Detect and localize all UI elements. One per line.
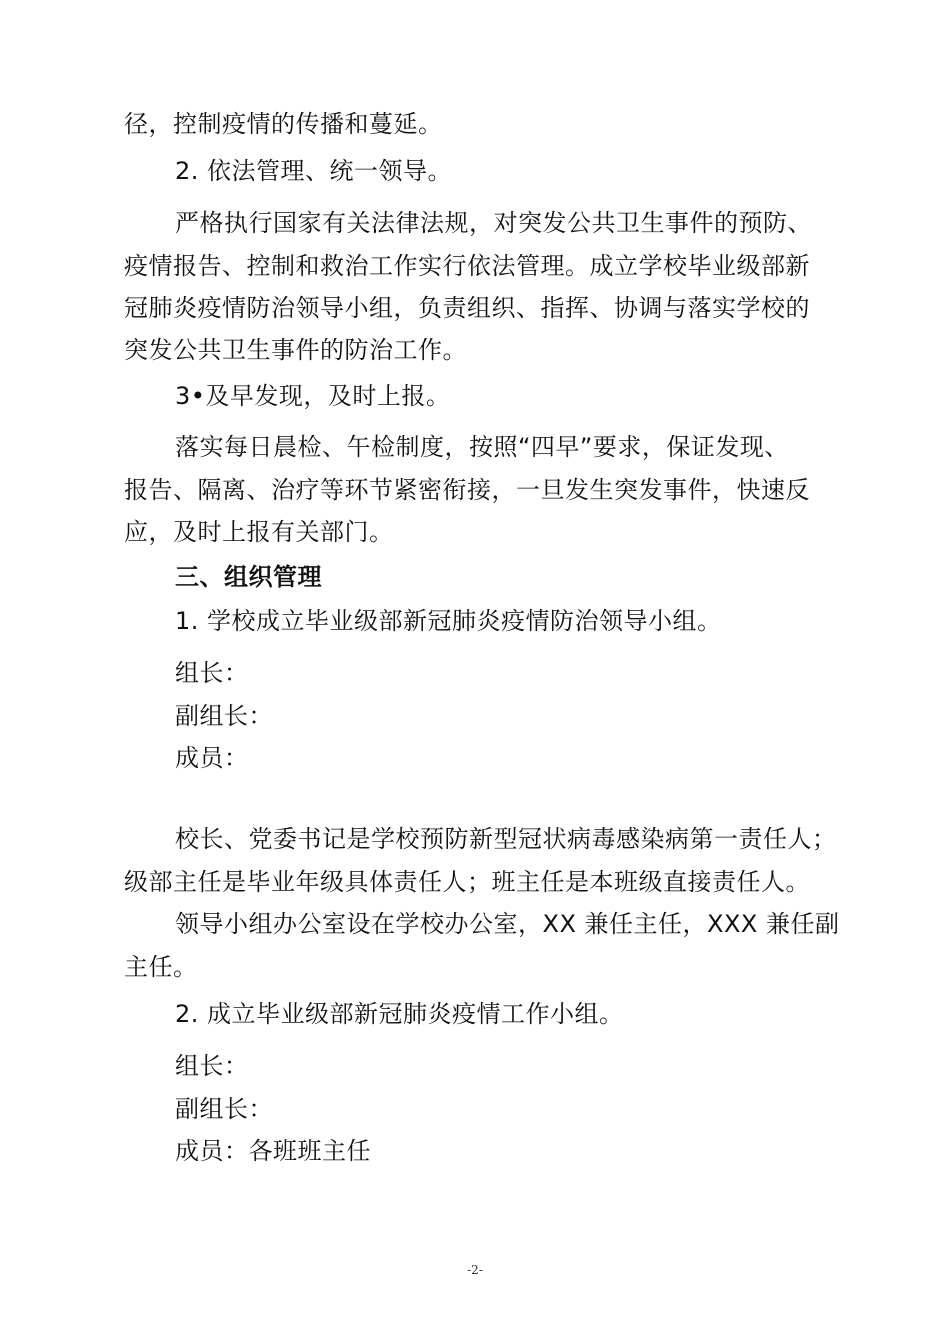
section-item: 3•及早发现，及时上报。 [175,382,451,410]
role-line: 副组长： [175,702,273,730]
paragraph-line: 径，控制疫情的传播和蔓延。 [124,110,443,138]
paragraph-line: 落实每日晨检、午检制度，按照“四早”要求，保证发现、 [175,433,789,461]
paragraph-line: 主任。 [124,953,198,981]
role-line: 成员： [175,744,249,772]
role-line: 副组长： [175,1095,273,1123]
role-line: 成员：各班班主任 [175,1137,371,1165]
paragraph-line: 报告、隔离、治疗等环节紧密衔接，一旦发生突发事件，快速反 [124,476,810,504]
role-line: 组长： [175,659,249,687]
paragraph-line: 严格执行国家有关法律法规，对突发公共卫生事件的预防、 [175,209,812,237]
section-heading: 三、组织管理 [175,563,322,591]
page-number: -2- [467,1263,483,1277]
role-line: 组长： [175,1052,249,1080]
section-item: 2. 依法管理、统一领导。 [175,157,453,185]
paragraph-line: 突发公共卫生事件的防治工作。 [124,336,467,364]
paragraph-line: 校长、党委书记是学校预防新型冠状病毒感染病第一责任人； [175,825,837,853]
section-item: 2. 成立毕业级部新冠肺炎疫情工作小组。 [175,1000,624,1028]
paragraph-line: 疫情报告、控制和救治工作实行依法管理。成立学校毕业级部新 [124,252,810,280]
paragraph-line: 领导小组办公室设在学校办公室，XX 兼任主任，XXX 兼任副 [175,910,840,938]
section-item: 1. 学校成立毕业级部新冠肺炎疫情防治领导小组。 [175,607,722,635]
paragraph-line: 应，及时上报有关部门。 [124,518,394,546]
paragraph-line: 级部主任是毕业年级具体责任人；班主任是本班级直接责任人。 [124,868,810,896]
paragraph-line: 冠肺炎疫情防治领导小组，负责组织、指挥、协调与落实学校的 [124,294,810,322]
